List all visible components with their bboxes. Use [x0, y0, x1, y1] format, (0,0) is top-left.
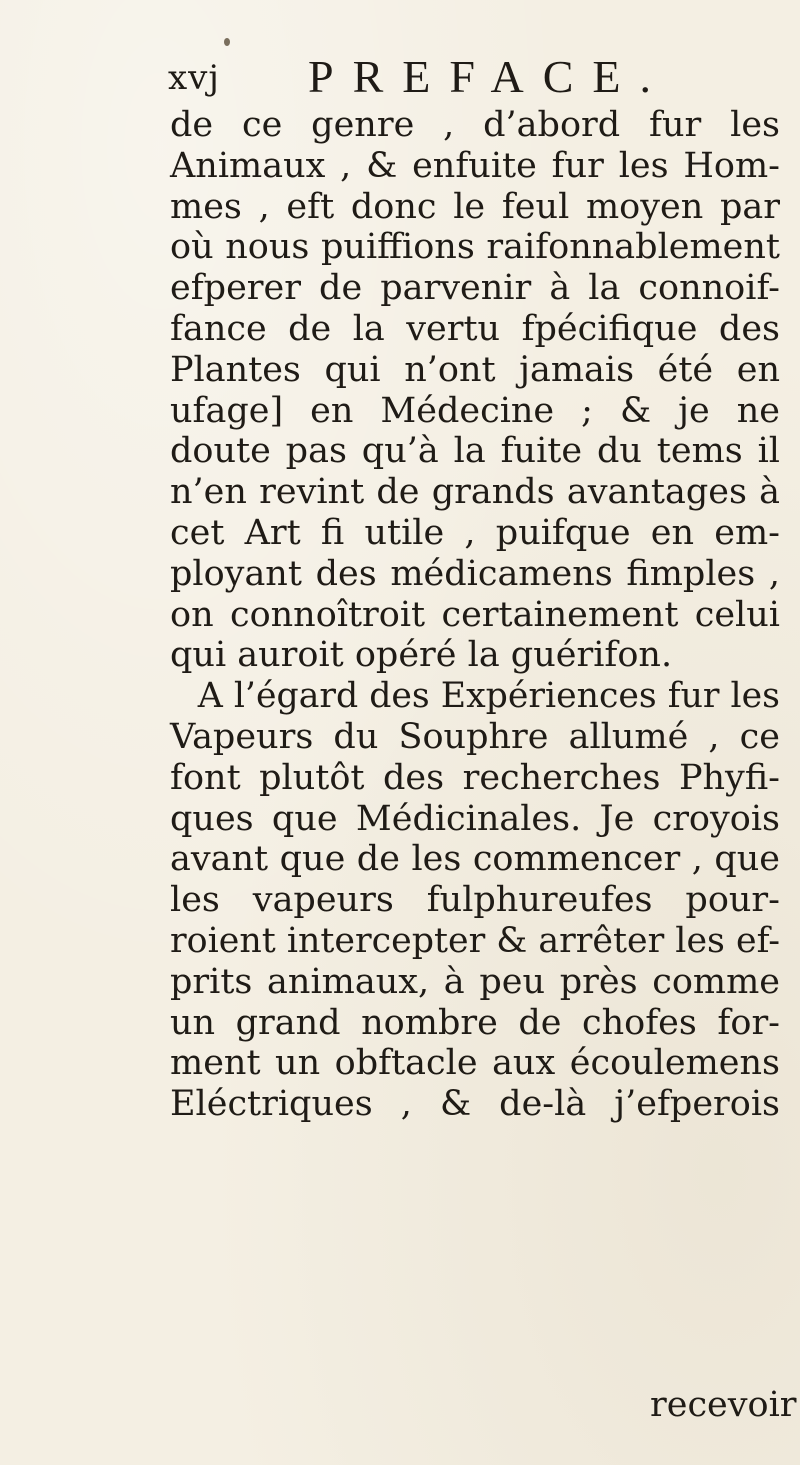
text-line: cet Art fi utile , puifque en em-: [170, 512, 780, 553]
text-line: Vapeurs du Souphre allumé , ce: [170, 716, 780, 757]
running-title: PREFACE.: [308, 51, 671, 102]
text-line: ufage] en Médecine ; & je ne: [170, 390, 780, 431]
ink-speck: [224, 38, 230, 46]
text-line: doute pas qu’à la fuite du tems il: [170, 431, 780, 472]
text-line: Eléctriques , & de-là j’efperois: [170, 1084, 780, 1125]
text-line: fance de la vertu fpécifique des: [170, 308, 780, 349]
text-line: A l’égard des Expériences fur les: [197, 676, 780, 717]
text-line: qui auroit opéré la guérifon.: [170, 635, 673, 676]
text-line: ques que Médicinales. Je croyois: [170, 798, 780, 839]
page-header: [168, 50, 768, 110]
text-line: prits animaux, à peu près comme: [170, 961, 780, 1002]
text-line: un grand nombre de chofes for-: [170, 1002, 780, 1043]
page-number: xvj: [168, 58, 220, 98]
text-line: de ce genre , d’abord fur les: [170, 105, 780, 145]
text-line: avant que de les commencer , que: [170, 839, 780, 880]
body-text: [170, 105, 780, 1125]
text-line: font plutôt des recherches Phyfi-: [170, 757, 780, 798]
text-line: mes , eft donc le feul moyen par: [170, 186, 780, 227]
catchword: recevoir: [650, 1385, 797, 1425]
text-line: Plantes qui n’ont jamais été en: [170, 349, 780, 390]
text-line: ment un obftacle aux écoulemens: [170, 1043, 780, 1084]
text-line: roient intercepter & arrêter les ef-: [170, 920, 780, 961]
text-line: on connoîtroit certainement celui: [170, 594, 780, 635]
text-line: n’en revint de grands avantages à: [170, 472, 780, 513]
text-line: efperer de parvenir à la connoif-: [170, 268, 780, 309]
text-line: les vapeurs fulphureufes pour-: [170, 880, 780, 921]
text-line: Animaux , & enfuite fur les Hom-: [170, 145, 780, 186]
text-line: ployant des médicamens fimples ,: [170, 553, 780, 594]
text-line: où nous puiffions raifonnablement: [170, 227, 780, 268]
